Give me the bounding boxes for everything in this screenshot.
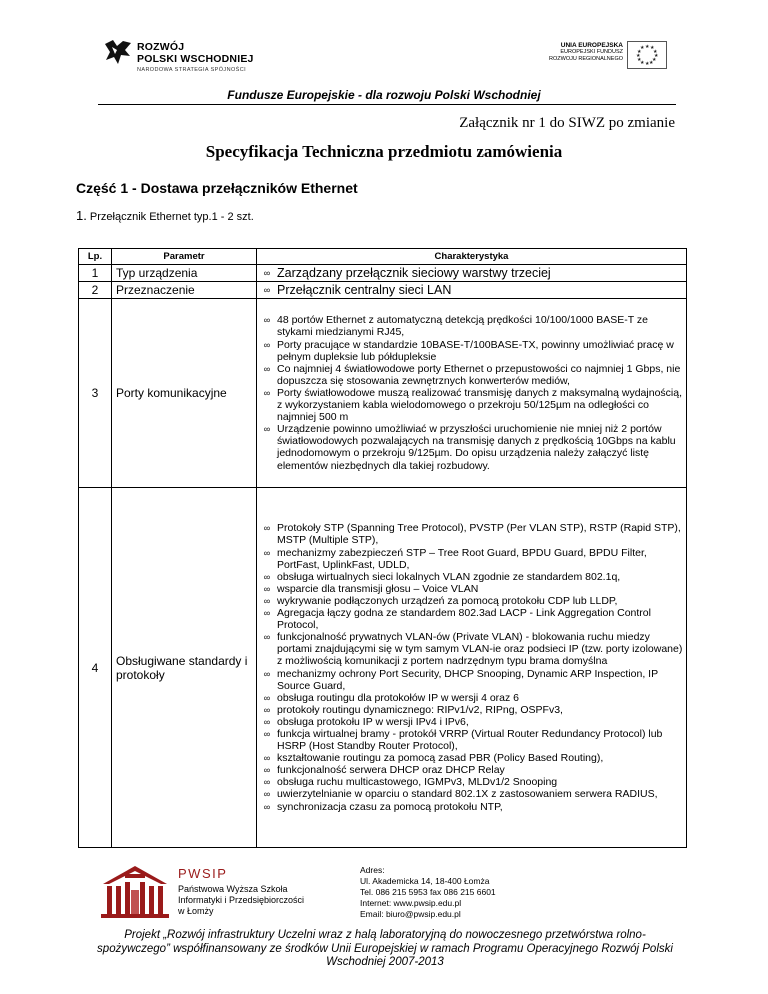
list-item: ∞ obsługa protokołu IP w wersji IPv4 i IPv6, <box>257 716 684 728</box>
logo-line-1: ROZWÓJ <box>137 41 185 53</box>
specification-table <box>78 248 687 848</box>
ue-text-block <box>549 42 623 63</box>
list-item: ∞ funkcjonalność prywatnych VLAN-ów (Private VLAN) - blokowania ruchu miedzy portami znajdującymi się w tym samym VLAN-ie oraz podsieci IP (tzw. porty izolowane) z możliwością komunikacji z portem nadrzędnym typu brama domyślna <box>257 631 684 667</box>
svg-text:★: ★ <box>649 60 654 66</box>
table-row <box>79 488 687 848</box>
bullet-icon: ∞ <box>263 315 271 326</box>
row-char <box>257 265 687 282</box>
list-item: ∞ Przełącznik centralny sieci LAN <box>257 283 684 298</box>
list-item: ∞ Agregacja łączy godna ze standardem 802.3ad LACP - Link Aggregation Control Protocol, <box>257 607 684 631</box>
row-char <box>257 488 687 848</box>
list-item: ∞ Zarządzany przełącznik sieciowy warstwy trzeciej <box>257 266 684 281</box>
list-item: ∞ mechanizmy zabezpieczeń STP – Tree Root Guard, BPDU Guard, BPDU Filter, PortFast, UplinkFast, UDLD, <box>257 547 684 571</box>
bullet-icon: ∞ <box>263 801 271 812</box>
ue-line-2: EUROPEJSKI FUNDUSZ <box>560 49 623 55</box>
item-number: 1. <box>76 208 87 223</box>
pwsip-wordmark: PWSIP <box>178 866 228 881</box>
bullet-icon: ∞ <box>263 523 271 534</box>
bullet-icon: ∞ <box>263 583 271 594</box>
part-heading: Część 1 - Dostawa przełączników Ethernet <box>76 180 358 196</box>
fundusze-europejskie-tagline: Fundusze Europejskie - dla rozwoju Polski Wschodniej <box>227 88 541 102</box>
bullet-icon: ∞ <box>263 284 271 295</box>
svg-text:★: ★ <box>650 45 655 51</box>
svg-text:★: ★ <box>640 45 645 51</box>
row-lp: 2 <box>79 282 112 299</box>
list-item: ∞ mechanizmy ochrony Port Security, DHCP Snooping, Dynamic ARP Inspection, IP Source Guard, <box>257 668 684 692</box>
institution-line-1: Państwowa Wyższa Szkoła <box>178 884 288 894</box>
header-divider <box>98 104 676 105</box>
list-item: ∞ Porty światłowodowe muszą realizować transmisję danych z maksymalną wydajnością, z wykorzystaniem kabla wielodomowego o przekroju 50/125µm na odległości co najmniej 500 m <box>257 387 684 423</box>
bullet-icon: ∞ <box>263 608 271 619</box>
list-item: ∞ kształtowanie routingu za pomocą zasad PBR (Policy Based Routing), <box>257 752 684 764</box>
pwsip-building-logo <box>95 862 175 920</box>
bullet-icon: ∞ <box>263 716 271 727</box>
logo-line-3: NARODOWA STRATEGIA SPÓJNOŚCI <box>137 67 246 73</box>
bullet-icon: ∞ <box>263 424 271 435</box>
bullet-icon: ∞ <box>263 704 271 715</box>
row-char <box>257 282 687 299</box>
list-item: ∞ synchronizacja czasu za pomocą protokołu NTP, <box>257 801 684 813</box>
bullet-icon: ∞ <box>263 363 271 374</box>
address-label: Adres: <box>360 865 385 875</box>
address-phone: Tel. 086 215 5953 fax 086 215 6601 <box>360 887 496 897</box>
row-lp: 1 <box>79 265 112 282</box>
list-item: ∞ obsługa ruchu multicastowego, IGMPv3, MLDv1/2 Snooping <box>257 776 684 788</box>
address-email: Email: biuro@pwsip.edu.pl <box>360 909 461 919</box>
item-heading <box>76 208 254 223</box>
bullet-icon: ∞ <box>263 339 271 350</box>
bullet-icon: ∞ <box>263 728 271 739</box>
bullet-icon: ∞ <box>263 632 271 643</box>
unia-europejska-logo <box>527 40 667 76</box>
attachment-label: Załącznik nr 1 do SIWZ po zmianie <box>459 115 675 131</box>
list-item: ∞ 48 portów Ethernet z automatyczną detekcją prędkości 10/100/1000 BASE-T ze stykami miedzianymi RJ45, <box>257 314 684 338</box>
header-charakterystyka: Charakterystyka <box>257 249 687 265</box>
row-param: Przeznaczenie <box>112 282 257 299</box>
page-title: Specyfikacja Techniczna przedmiotu zamówienia <box>205 142 563 161</box>
svg-text:★: ★ <box>637 49 642 55</box>
svg-text:★: ★ <box>636 53 641 59</box>
svg-text:★: ★ <box>645 61 650 67</box>
list-item: ∞ wsparcie dla transmisji głosu – Voice VLAN <box>257 583 684 595</box>
bullet-icon: ∞ <box>263 547 271 558</box>
table-row <box>79 282 687 299</box>
address-street: Ul. Akademicka 14, 18-400 Łomża <box>360 876 490 886</box>
row-lp: 4 <box>79 488 112 848</box>
svg-text:★: ★ <box>645 44 650 50</box>
row-param: Porty komunikacyjne <box>112 299 257 488</box>
eagle-emblem-icon <box>103 38 133 74</box>
svg-text:★: ★ <box>640 60 645 66</box>
list-item: ∞ Co najmniej 4 światłowodowe porty Ethernet o przepustowości co najmniej 1 Gbps, nie dopuszcza się stosowania zewnętrznych konwerterów mediów, <box>257 363 684 387</box>
list-item: ∞ Urządzenie powinno umożliwiać w przyszłości uruchomienie nie mniej niż 2 portów światłowodowych pozwalających na transmisję danych z prędkością 10Gbps na kablu jednodomowym o przekroju 9/125µm. Do opisu urządzenia należy załączyć listę elementów niezbędnych dla takiej rozbudowy. <box>257 423 684 471</box>
table-header-row <box>79 249 687 265</box>
address-internet: Internet: www.pwsip.edu.pl <box>360 898 462 908</box>
list-item: ∞ uwierzytelnianie w oparciu o standard 802.1X z zastosowaniem serwera RADIUS, <box>257 788 684 800</box>
svg-text:★: ★ <box>637 57 642 63</box>
svg-text:★: ★ <box>654 53 659 59</box>
header-parametr: Parametr <box>112 249 257 265</box>
list-item: ∞ funkcjonalność serwera DHCP oraz DHCP Relay <box>257 764 684 776</box>
item-text: Przełącznik Ethernet typ.1 - 2 szt. <box>86 211 254 223</box>
logo-line-2: POLSKI WSCHODNIEJ <box>137 53 254 65</box>
list-item: ∞ Protokoły STP (Spanning Tree Protocol), PVSTP (Per VLAN STP), RSTP (Rapid STP), MSTP (Multiple STP), <box>257 522 684 546</box>
bullet-icon: ∞ <box>263 753 271 764</box>
list-item: ∞ Porty pracujące w standardzie 10BASE-T/100BASE-TX, powinny umożliwiać pracę w pełnym dupleksie lub półdupleksie <box>257 339 684 363</box>
rozwoj-polski-wschodniej-logo <box>103 38 263 78</box>
bullet-icon: ∞ <box>263 668 271 679</box>
ue-line-3: ROZWOJU REGIONALNEGO <box>549 56 623 62</box>
list-item: ∞ wykrywanie podłączonych urządzeń za pomocą protokołu CDP lub LLDP, <box>257 595 684 607</box>
ue-line-1: UNIA EUROPEJSKA <box>560 42 623 49</box>
bullet-icon: ∞ <box>263 267 271 278</box>
project-footnote: Projekt „Rozwój infrastruktury Uczelni wraz z halą laboratoryjną do nowoczesnego przetwórstwa rolno-spożywczego” współfinansowany ze środków Unii Europejskiej w ramach Programu Operacyjnego Rozwój Polski Wschodniej 2007-2013 <box>97 929 673 968</box>
institution-line-2: Informatyki i Przedsiębiorczości <box>178 895 305 905</box>
bullet-icon: ∞ <box>263 571 271 582</box>
list-item: ∞ obsługa routingu dla protokołów IP w wersji 4 oraz 6 <box>257 692 684 704</box>
row-param: Obsługiwane standardy i protokoły <box>112 488 257 848</box>
list-item: ∞ funkcja wirtualnej bramy - protokół VRRP (Virtual Router Redundancy Protocol) lub HSRP (Host Standby Router Protocol), <box>257 728 684 752</box>
row-lp: 3 <box>79 299 112 488</box>
bullet-icon: ∞ <box>263 789 271 800</box>
header-lp: Lp. <box>79 249 112 265</box>
table-row <box>79 265 687 282</box>
list-item: ∞ obsługa wirtualnych sieci lokalnych VLAN zgodnie ze standardem 802.1q, <box>257 571 684 583</box>
institution-line-3: w Łomży <box>178 906 214 916</box>
bullet-icon: ∞ <box>263 387 271 398</box>
bullet-icon: ∞ <box>263 777 271 788</box>
list-item: ∞ protokoły routingu dynamicznego: RIPv1/v2, RIPng, OSPFv3, <box>257 704 684 716</box>
svg-text:★: ★ <box>653 49 658 55</box>
svg-text:★: ★ <box>652 57 657 63</box>
row-char <box>257 299 687 488</box>
eu-flag-icon <box>627 41 667 69</box>
table-row <box>79 299 687 488</box>
bullet-icon: ∞ <box>263 692 271 703</box>
bullet-icon: ∞ <box>263 595 271 606</box>
row-param: Typ urządzenia <box>112 265 257 282</box>
bullet-icon: ∞ <box>263 765 271 776</box>
